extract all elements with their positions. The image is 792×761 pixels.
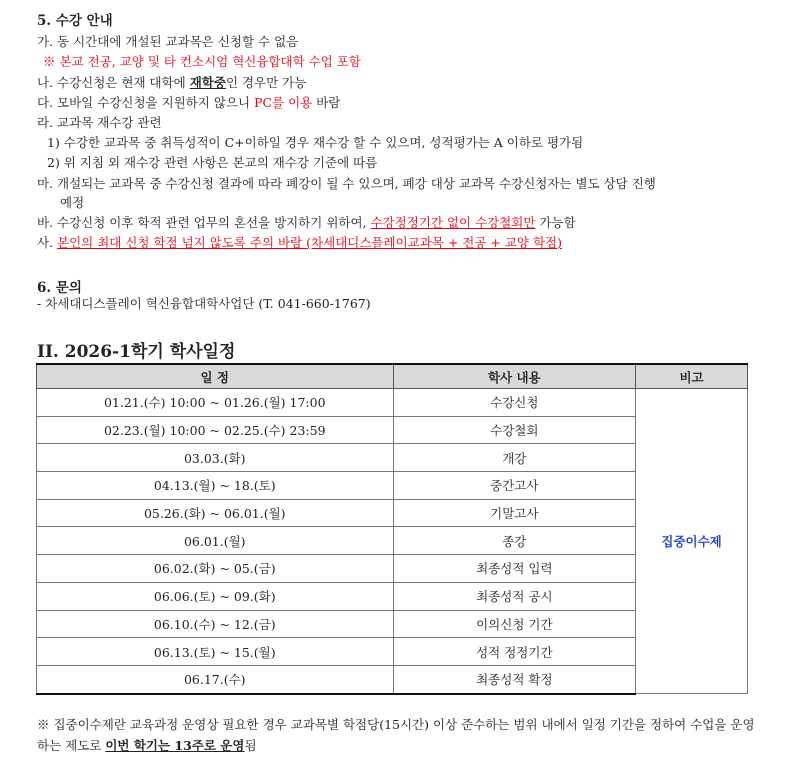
item-ma-1: 마. 개설되는 교과목 중 수강신청 결과에 따라 폐강이 될 수 있으며, 폐강 대상 교과목 수강신청자는 별도 상담 진행 [37,176,656,191]
header-content: 학사 내용 [393,364,636,389]
item-sa [37,233,562,253]
item-da [37,93,340,113]
item-na [37,73,306,93]
item-da-pre: 다. 모바일 수강신청을 지원하지 않으니 [37,95,255,110]
row-content: 최종성적 입력 [393,555,636,583]
row-date: 06.17.(수) [37,665,394,693]
header-note: 비고 [636,364,748,389]
footnote-pre: ※ 집중이수제란 교육과정 운영상 필요한 경우 교과목별 학점당(15시간) 이상 준수하는 범위 내에서 일정 기간을 정하여 수업을 운영하는 제도로 [37,717,755,753]
row-date: 06.01.(월) [37,527,394,555]
item-ma-2: 예정 [60,195,85,210]
row-date: 04.13.(월) ~ 18.(토) [37,472,394,500]
schedule-header-row [37,364,748,389]
item-da-post: 바람 [312,95,341,110]
item-ba-pre: 바. 수강신청 이후 학적 관련 업무의 혼선을 방지하기 위하여, [37,215,371,230]
item-sa-pre: 사. [37,235,58,250]
row-content: 최종성적 공시 [393,582,636,610]
item-ga-note: ※ 본교 전공, 교양 및 타 컨소시엄 혁신융합대학 수업 포함 [43,54,361,69]
section-5-title: 5. 수강 안내 [37,13,113,29]
item-na-pre: 나. 수강신청은 현재 대학에 [37,75,190,90]
contact-line: - 차세대디스플레이 혁신융합대학사업단 (T. 041-660-1767) [37,296,371,311]
footnote-post: 됨 [244,738,257,753]
row-date: 06.13.(토) ~ 15.(월) [37,638,394,666]
row-date: 06.10.(수) ~ 12.(금) [37,610,394,638]
section-6-title: 6. 문의 [37,280,82,296]
row-content: 기말고사 [393,499,636,527]
item-sa-red: 본인의 최대 신청 학점 넘지 않도록 주의 바람 (차세대디스플레이교과목 + 전공 + 교양 학점) [57,235,563,250]
row-content: 수강신청 [393,389,636,417]
item-da-red: PC를 이용 [254,95,313,110]
schedule-table [36,363,748,695]
row-content: 중간고사 [393,472,636,500]
item-na-emph: 재학중 [189,75,226,90]
item-na-post: 인 경우만 가능 [225,75,307,90]
row-date: 03.03.(화) [37,444,394,472]
table-row [37,389,748,417]
row-content: 성적 정정기간 [393,638,636,666]
row-content: 최종성적 확정 [393,665,636,693]
row-date: 06.02.(화) ~ 05.(금) [37,555,394,583]
row-content: 종강 [393,527,636,555]
item-ra-1: 1) 수강한 교과목 중 취득성적이 C+이하일 경우 재수강 할 수 있으며, 성적평가는 A 이하로 평가됨 [47,135,584,150]
item-ga: 가. 동 시간대에 개설된 교과목은 신청할 수 없음 [37,34,299,49]
item-ra: 라. 교과목 재수강 관련 [37,115,162,130]
item-ba-red: 수강정정기간 없이 수강철회만 [370,215,536,230]
header-date: 일 정 [37,364,394,389]
footnote-emph: 이번 학기는 13주로 운영 [105,738,245,753]
intensive-course-note: 집중이수제 [636,389,748,694]
row-content: 이의신청 기간 [393,610,636,638]
row-content: 개강 [393,444,636,472]
row-date: 06.06.(토) ~ 09.(화) [37,582,394,610]
item-ba [37,213,576,233]
item-ba-post: 가능함 [535,215,576,230]
row-date: 02.23.(월) 10:00 ~ 02.25.(수) 23:59 [37,416,394,444]
row-date: 05.26.(화) ~ 06.01.(월) [37,499,394,527]
row-date: 01.21.(수) 10:00 ~ 01.26.(월) 17:00 [37,389,394,417]
footnote [37,714,762,756]
row-content: 수강철회 [393,416,636,444]
item-ra-2: 2) 위 지침 외 재수강 관련 사항은 본교의 재수강 기준에 따름 [47,155,378,170]
schedule-title: II. 2026-1학기 학사일정 [37,342,236,362]
